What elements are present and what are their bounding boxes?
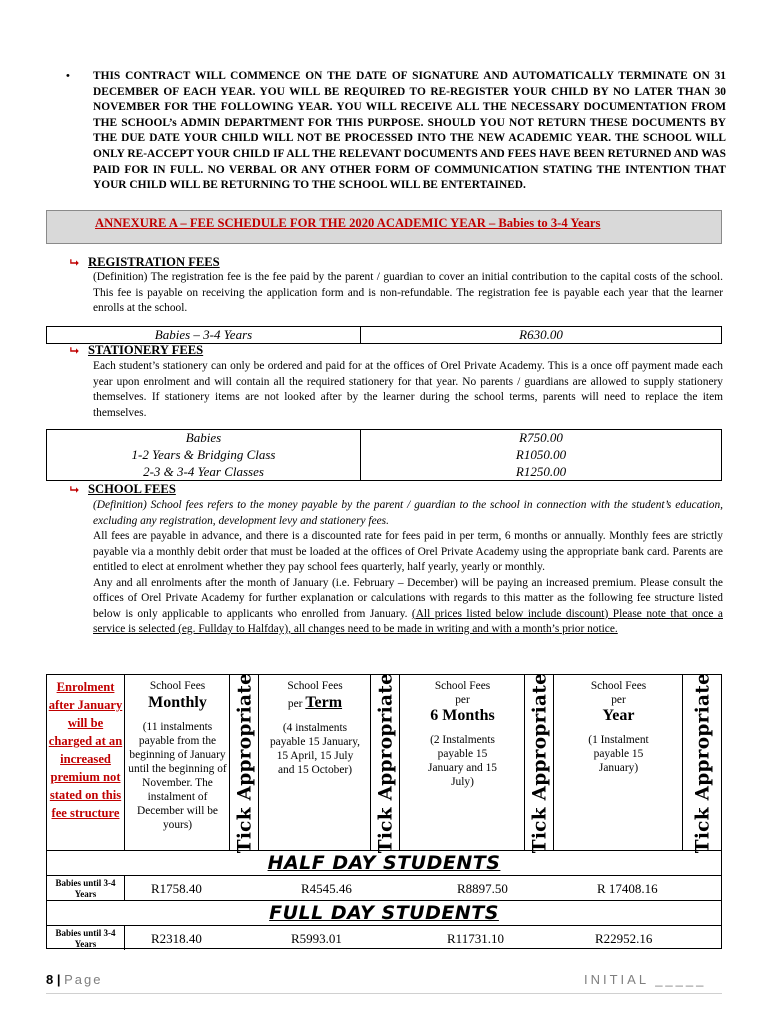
term-detail: (4 instalments payable 15 January, 15 April, 15 July and 15 October) (269, 722, 361, 776)
full-day-term: R5993.01 (291, 931, 342, 946)
tick-label: Tick Appropriate (692, 672, 713, 853)
six-top: School Fees (434, 680, 491, 692)
full-day-row (47, 925, 721, 950)
tick-label: Tick Appropriate (375, 672, 396, 853)
page-word: Page (64, 972, 103, 987)
bullet-icon: • (66, 70, 70, 82)
year-title: Year (602, 707, 635, 724)
year-detail: (1 Instalment payable 15 January) (588, 734, 649, 774)
tick-term[interactable] (372, 672, 400, 853)
registration-heading-label: REGISTRATION FEES (88, 255, 220, 269)
page-number-value: 8 (46, 972, 54, 987)
school-fees-enrolment-paragraph (93, 576, 723, 638)
school-fees-definition: (Definition) School fees refers to the money payable by the parent / guardian to the school in connection with the student’s education, excluding any registration, development levy and stationery fees. (93, 499, 723, 527)
table-row (47, 327, 722, 344)
stationery-heading-label: STATIONERY FEES (88, 343, 204, 357)
half-day-heading: HALF DAY STUDENTS (47, 850, 721, 875)
half-day-monthly: R1758.40 (151, 881, 202, 896)
fee-label: 2-3 & 3-4 Year Classes (47, 464, 361, 481)
stationery-fee-table (46, 429, 722, 481)
initial-field: INITIAL _____ (584, 972, 707, 987)
half-day-year: R 17408.16 (597, 881, 658, 896)
enrolment-text: Any and all enrolments after the month of January (i.e. February – December) will be paying an increased premium. Please consult the offices of Orel Private Academy for further explanation or calculations with regards to this matter as the following fee structure listed below is only applicable to applicants who enrolled from January. (93, 576, 723, 620)
six-mid: per (455, 694, 470, 706)
fee-label: Babies (47, 430, 361, 447)
registration-text: (Definition) The registration fee is the fee paid by the parent / guardian to cover an initial contribution to the capital costs of the school. This fee is payable on receiving the application form and is non-refundable. The registration fee is payable each year that the learner enrolls at the school. (93, 271, 723, 314)
table-row (47, 464, 722, 481)
discount-note: (All prices listed below include discount) Please note that once a service is selected (eg. Fullday to Halfday), all changes need to be made in writing and with a month’s prior notice. (93, 607, 723, 635)
year-top: School Fees (590, 680, 647, 692)
monthly-top: School Fees (149, 680, 206, 692)
page-number (46, 972, 103, 987)
full-day-six-months: R11731.10 (447, 931, 504, 946)
tick-label: Tick Appropriate (234, 672, 255, 853)
contract-text: THIS CONTRACT WILL COMMENCE ON THE DATE OF SIGNATURE AND AUTOMATICALLY TERMINATE ON 31 DECEMBER OF EACH YEAR. YOU WILL BE REQUIRED TO RE-REGISTER YOUR CHILD BY NO LATER THAN 30 NOVEMBER FOR THE FOLLOWING YEAR. YOU WILL RECEIVE ALL THE NECESSARY DOCUMENTATION FROM THE SCHOOL’s ADMIN DEPARTMENT FOR THIS PURPOSE. SHOULD YOU NOT RETURN THESE DOCUMENTS BY THE DUE DATE YOUR CHILD WILL NOT BE PROCESSED INTO THE NEW ACADEMIC YEAR. THE SCHOOL WILL ONLY RE-ACCEPT YOUR CHILD IF ALL THE RELEVANT DOCUMENTS AND FEES HAVE BEEN RETURNED AND WAS PAID FOR IN FULL. NO VERBAL OR ANY OTHER FORM OF COMMUNICATION STATING THE INTENTION THAT YOUR CHILD WILL BE RETURNING TO THE SCHOOL WILL BE ENTERTAINED. (93, 70, 726, 192)
tick-year[interactable] (684, 672, 721, 853)
registration-fee-table (46, 326, 722, 344)
half-day-six-months: R8897.50 (457, 881, 508, 896)
year-mid: per (611, 694, 626, 706)
arrow-bullet-icon: ⮡ (70, 257, 79, 269)
full-day-monthly: R2318.40 (151, 931, 202, 946)
school-fees-heading-label: SCHOOL FEES (88, 482, 176, 496)
year-column (555, 675, 683, 850)
table-row (47, 447, 722, 464)
page-separator: | (56, 972, 61, 987)
fee-amount: R630.00 (361, 327, 722, 344)
annexure-heading: ANNEXURE A – FEE SCHEDULE FOR THE 2020 ACADEMIC YEAR – Babies to 3-4 Years (46, 210, 722, 244)
footer-divider (46, 993, 722, 994)
contract-clause (66, 69, 726, 194)
fee-amount: R1250.00 (361, 464, 722, 481)
registration-heading (70, 255, 220, 270)
full-day-heading: FULL DAY STUDENTS (47, 900, 721, 925)
six-months-column (401, 675, 525, 850)
school-fees-payment-paragraph: All fees are payable in advance, and there is a discounted rate for fees paid in per term, 6 months or annually. Monthly fees are strictly payable via a monthly debit order that must be loaded at the offices of Orel Private Academy using the appropriate bank card. Parents are entitled to elect at enrolment whether they pay school fees quarterly, half yearly, yearly or monthly. (93, 530, 723, 573)
school-fees-text (93, 498, 723, 638)
monthly-column (126, 675, 230, 850)
stationery-heading (70, 343, 203, 358)
fee-label: Babies – 3-4 Years (47, 327, 361, 344)
tick-monthly[interactable] (231, 672, 259, 853)
tick-six-months[interactable] (526, 672, 554, 853)
monthly-detail: (11 instalments payable from the beginning of January until the beginning of November. The instalment of December will be yours) (128, 721, 227, 831)
tick-label: Tick Appropriate (529, 672, 550, 853)
school-fees-heading (70, 482, 176, 497)
arrow-bullet-icon: ⮡ (70, 484, 79, 496)
enrolment-note: Enrolment after January will be charged at an increased premium not stated on this fee structure (47, 675, 125, 850)
arrow-bullet-icon: ⮡ (70, 345, 79, 357)
six-title: 6 Months (430, 707, 495, 724)
term-top: School Fees (287, 680, 343, 692)
monthly-title: Monthly (148, 694, 207, 711)
half-day-row-label: Babies until 3-4 Years (47, 876, 125, 900)
half-day-term: R4545.46 (301, 881, 352, 896)
term-title (260, 696, 370, 711)
fee-amount: R1050.00 (361, 447, 722, 464)
term-prefix: per (287, 698, 303, 710)
stationery-text: Each student’s stationery can only be ordered and paid for at the offices of Orel Private Academy. This is a once off payment made each year upon enrolment and will contain all the required stationery for that year. No parents / guardians are allowed to supply stationery themselves. If stationery items are not looked after by the learner during the school terms, parents will need to replace the item themselves. (93, 360, 723, 419)
fee-label: 1-2 Years & Bridging Class (47, 447, 361, 464)
school-fee-table (46, 674, 722, 949)
fee-amount: R750.00 (361, 430, 722, 447)
six-detail: (2 Instalments payable 15 January and 15 July) (428, 734, 497, 788)
full-day-row-label: Babies until 3-4 Years (47, 926, 125, 950)
term-column (260, 675, 371, 850)
full-day-year: R22952.16 (595, 931, 653, 946)
term-big: Term (305, 694, 343, 711)
table-row (47, 430, 722, 447)
half-day-row (47, 875, 721, 900)
